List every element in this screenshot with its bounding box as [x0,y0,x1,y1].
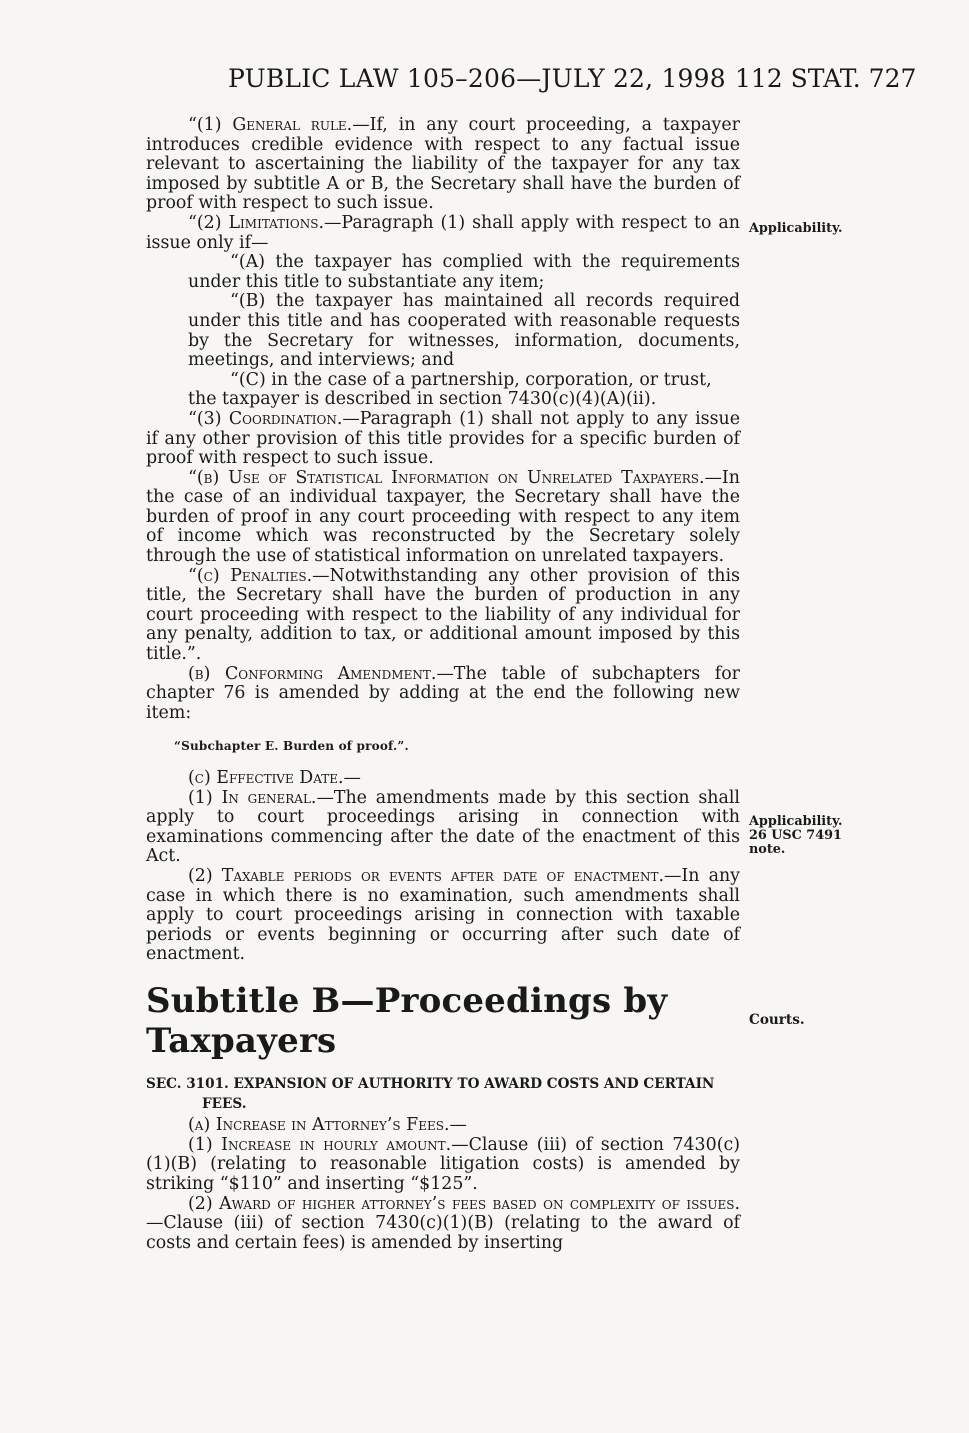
heading-penalties: “(c) Penalties. [188,565,313,586]
heading-effective-general: (1) In general. [188,787,317,808]
paragraph-taxable-periods [146,867,740,965]
margin-note-usc: 26 USC 7491 [749,828,842,843]
paragraph-effective-general [146,789,740,867]
text-complexity-of-issues: —Clause (iii) of section 7430(c)(1)(B) (relating to the award of costs and certain fees) is amended by inserting [146,1213,740,1253]
heading-limitations: “(2) Limitations. [188,212,325,233]
margin-note-note: note. [749,842,786,857]
text-statistical-information: —In the case of an individual taxpayer, the Secretary shall have the burden of proof in any court proceeding with respect to any item of income which was reconstructed by the Secretary solely through the use of statistical information on unrelated taxpayers. [146,467,740,567]
table-of-subchapters-item: “Subchapter E. Burden of proof.”. [174,739,409,754]
paragraph-limitations-c-first: “(C) in the case of a partnership, corporation, or trust, [230,369,712,390]
paragraph-hourly-amount [146,1136,740,1195]
paragraph-complexity-of-issues [146,1195,740,1254]
paragraph-general-rule [146,116,740,214]
paragraph-conforming-amendment [146,665,740,724]
margin-note-applicability: Applicability. [749,221,843,236]
running-header-title: PUBLIC LAW 105–206—JULY 22, 1998 [228,64,726,93]
body-text [146,116,740,1253]
heading-effective-date: (c) Effective Date.— [188,768,361,788]
paragraph-limitations-c-rest: the taxpayer is described in section 7430(c)(4)(A)(ii). [188,389,657,410]
heading-taxable-periods: (2) Taxable periods or events after date of enactment. [188,865,664,886]
paragraph-limitations-a: “(A) the taxpayer has complied with the requirements under this title to substantiate any item; [188,252,740,292]
margin-note-courts: Courts. [749,1012,805,1028]
heading-general-rule: “(1) General rule. [188,115,353,135]
section-heading: SEC. 3101. EXPANSION OF AUTHORITY TO AWARD COSTS AND CERTAIN FEES. [146,1075,715,1112]
text-effective-general: —The amendments made by this section shall apply to court proceedings arising in connection with examinations commencing after the date of the enactment of this Act. [146,787,740,867]
paragraph-limitations-b: “(B) the taxpayer has maintained all records required under this title and has cooperated with reasonable requests by the Secretary for witnesses, information, documents, meetings, and interviews; and [188,291,740,371]
margin-note-applicability-2 [749,815,859,857]
running-header-page: 112 STAT. 727 [735,64,917,93]
heading-conforming-amendment: (b) Conforming Amendment. [188,663,437,684]
heading-coordination: “(3) Coordination. [188,408,343,429]
text-general-rule: —If, in any court proceeding, a taxpayer introduces credible evidence with respect to any factual issue relevant to ascertaining the liability of the taxpayer for any tax imposed by subtitle A or B, the Secretary shall have the burden of proof with respect to such issue. [146,115,740,214]
subtitle-heading: Subtitle B—Proceedings by Taxpayers [146,980,668,1061]
heading-complexity-of-issues: (2) Award of higher attorney’s fees based on complexity of issues. [188,1193,740,1214]
text-penalties: —Notwithstanding any other provision of this title, the Secretary shall have the burden of production in any court proceeding with respect to the liability of any individual for any penalty, addition to tax, or additional amount imposed by this title.”. [146,565,740,665]
paragraph-coordination [146,410,740,469]
margin-note-applicability-label: Applicability. [749,814,843,829]
heading-statistical-information: “(b) Use of Statistical Information on Unrelated Taxpayers. [188,467,705,488]
paragraph-limitations [146,214,740,253]
heading-hourly-amount: (1) Increase in hourly amount. [188,1134,452,1155]
heading-attorney-fees: (a) Increase in Attorney’s Fees.— [188,1115,467,1136]
paragraph-statistical-information [146,469,740,567]
text-taxable-periods: —In any case in which there is no examination, such amendments shall apply to court proceedings arising in connection with taxable periods or events beginning or occurring after such date of enactment. [146,865,740,965]
text-hourly-amount: —Clause (iii) of section 7430(c)(1)(B) (relating to reasonable litigation costs) is amended by striking “$110” and inserting “$125”. [146,1134,740,1194]
text-limitations: —Paragraph (1) shall apply with respect to an issue only if— [146,212,740,253]
text-conforming-amendment: —The table of subchapters for chapter 76 is amended by adding at the end the following new item: [146,663,740,723]
paragraph-penalties [146,567,740,665]
text-coordination: —Paragraph (1) shall not apply to any issue if any other provision of this title provides for a specific burden of proof with respect to such issue. [146,408,740,469]
